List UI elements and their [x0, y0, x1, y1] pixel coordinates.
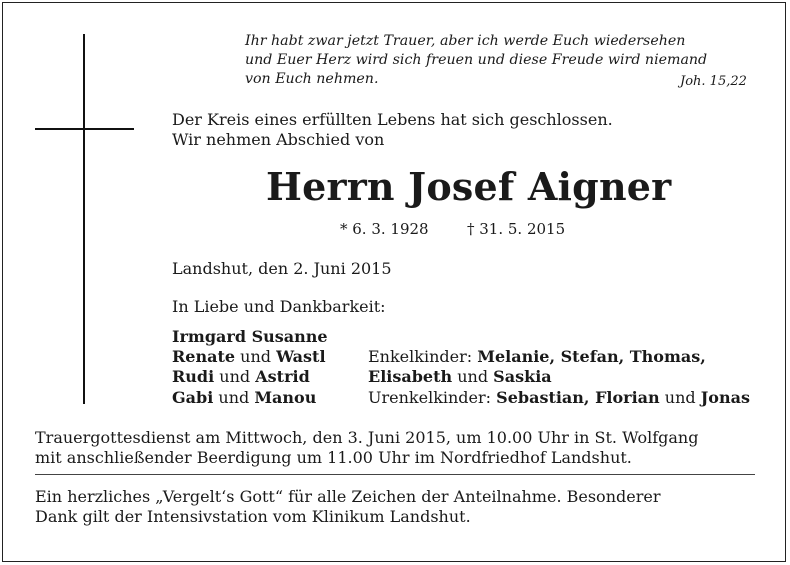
children-row-1	[172, 327, 328, 346]
great-grandchild-name: Jonas	[700, 388, 750, 407]
grandchildren-names: Melanie, Stefan, Thomas,	[477, 347, 706, 366]
great-grandchildren-names: Sebastian, Florian	[496, 388, 660, 407]
quote-line-3: von Euch nehmen.	[245, 71, 379, 87]
grandchild-name: Elisabeth	[368, 367, 453, 386]
grandchildren-line-2	[368, 367, 552, 386]
partner-name: Wastl	[276, 347, 326, 366]
death-date: † 31. 5. 2015	[467, 220, 566, 238]
deceased-name: Herrn Josef Aigner	[266, 164, 672, 209]
child-name: Gabi	[172, 388, 214, 407]
grandchildren-line-1	[368, 347, 706, 366]
child-name: Rudi	[172, 367, 215, 386]
intro-line-1: Der Kreis eines erfüllten Lebens hat sich geschlossen.	[172, 110, 613, 129]
quote-reference: Joh. 15,22	[680, 74, 747, 89]
conjunction: und	[664, 388, 696, 407]
cross-horizontal-bar	[35, 128, 134, 130]
divider	[35, 474, 755, 475]
conjunction: und	[219, 367, 251, 386]
children-row-4	[172, 388, 316, 407]
great-grandchildren-line	[368, 388, 750, 407]
cross-vertical-bar	[83, 34, 85, 404]
place-date: Landshut, den 2. Juni 2015	[172, 259, 392, 278]
conjunction: und	[218, 388, 250, 407]
children-row-2	[172, 347, 326, 366]
quote-line-1: Ihr habt zwar jetzt Trauer, aber ich werde Euch wiedersehen	[245, 33, 686, 49]
partner-name: Astrid	[255, 367, 310, 386]
conjunction: und	[457, 367, 489, 386]
conjunction: und	[240, 347, 271, 366]
obituary-frame	[2, 2, 786, 562]
service-line-2: mit anschließender Beerdigung um 11.00 Uhr im Nordfriedhof Landshut.	[35, 448, 632, 467]
children-row-3	[172, 367, 310, 386]
quote-line-2: und Euer Herz wird sich freuen und diese Freude wird niemand	[245, 52, 708, 68]
great-grandchildren-label: Urenkelkinder:	[368, 388, 492, 407]
child-name: Irmgard Susanne	[172, 327, 328, 346]
service-line-1: Trauergottesdienst am Mittwoch, den 3. Juni 2015, um 10.00 Uhr in St. Wolfgang	[35, 428, 699, 447]
partner-name: Manou	[254, 388, 317, 407]
thanks-line-2: Dank gilt der Intensivstation vom Klinikum Landshut.	[35, 507, 471, 526]
grandchild-name: Saskia	[493, 367, 552, 386]
child-name: Renate	[172, 347, 236, 366]
birth-date: * 6. 3. 1928	[340, 220, 429, 238]
mourners-intro: In Liebe und Dankbarkeit:	[172, 297, 386, 316]
grandchildren-label: Enkelkinder:	[368, 347, 473, 366]
intro-line-2: Wir nehmen Abschied von	[172, 130, 385, 149]
thanks-line-1: Ein herzliches „Vergelt‘s Gott“ für alle Zeichen der Anteilnahme. Besonderer	[35, 487, 661, 506]
